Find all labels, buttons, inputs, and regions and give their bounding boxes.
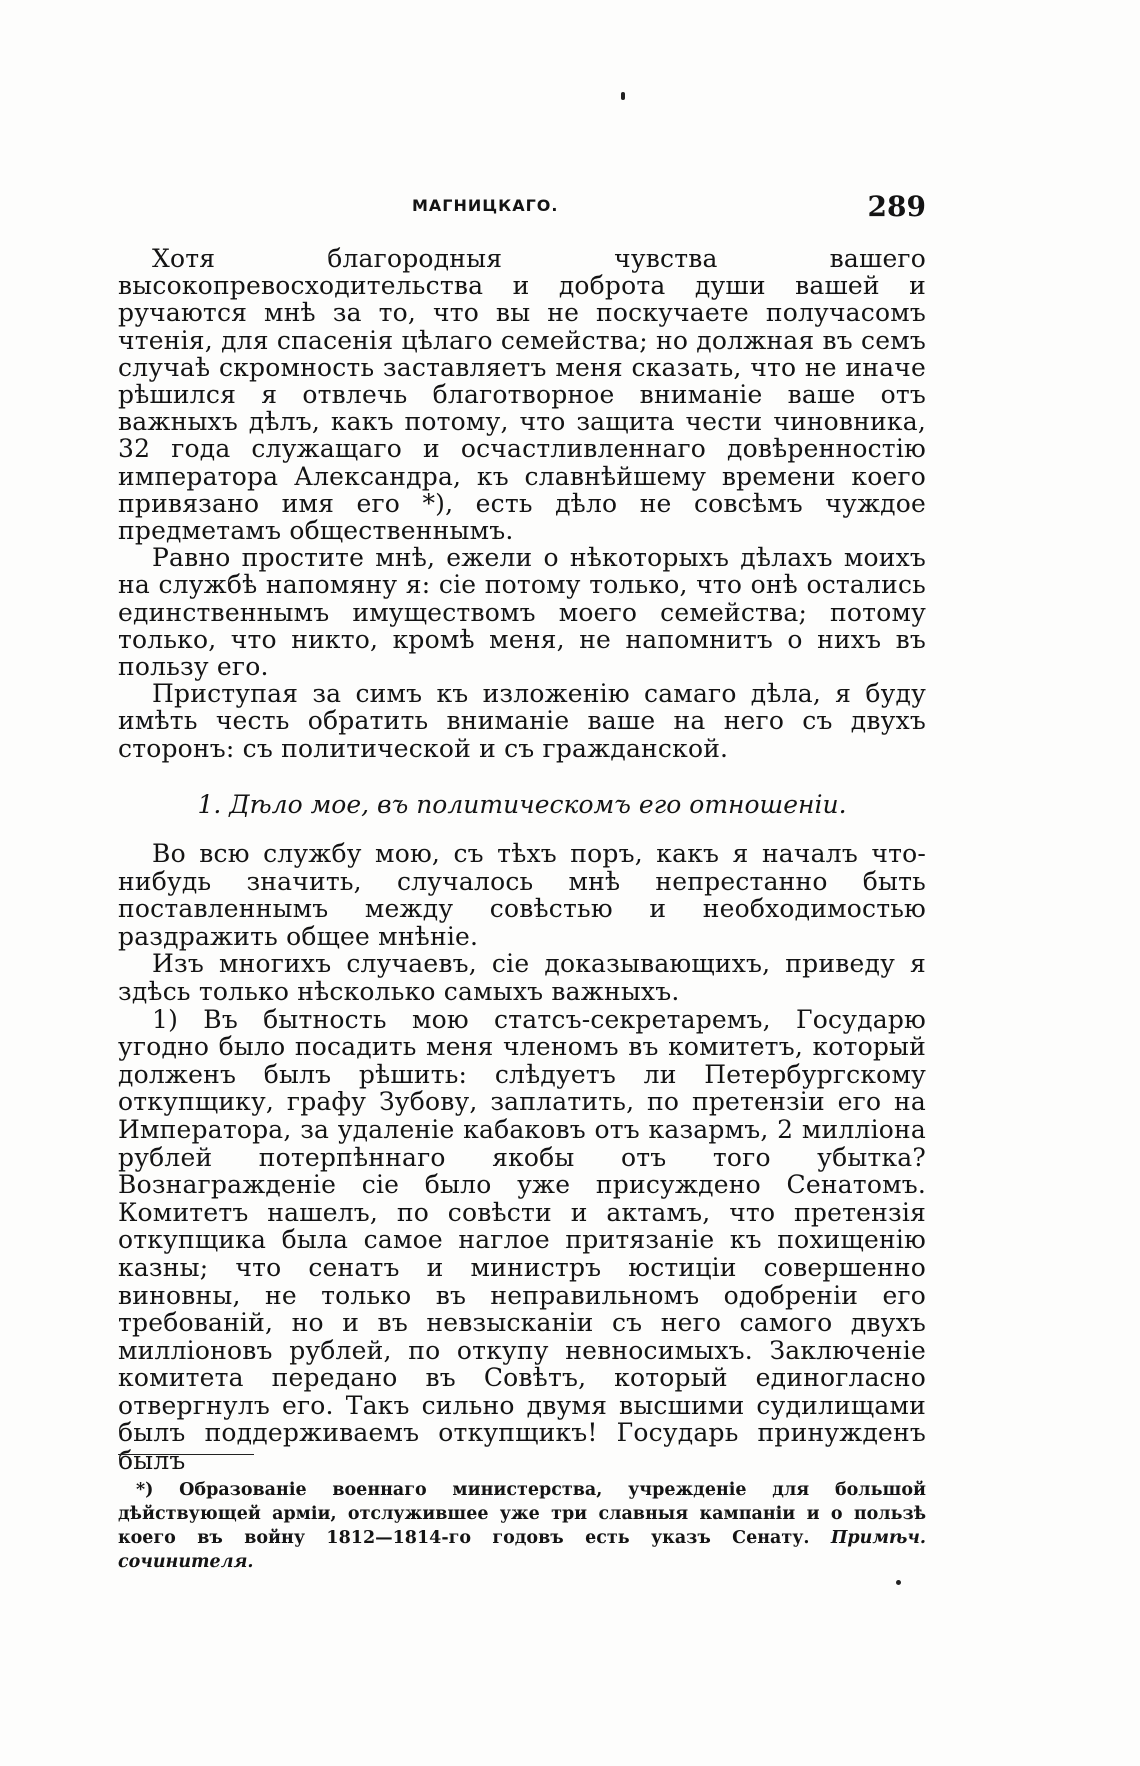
page-number: 289 xyxy=(867,190,926,223)
scan-speck xyxy=(896,1580,901,1585)
running-head: МАГНИЦКАГО. xyxy=(412,196,559,215)
body-text-intro xyxy=(118,245,926,762)
footnote xyxy=(118,1478,926,1574)
scan-speck xyxy=(621,92,625,100)
paragraph: Во всю службу мою, съ тѣхъ поръ, какъ я началъ что-нибудь значить, случалось мнѣ непрестанно быть поставленнымъ между совѣстью и необходимостью раздражить общее мнѣніе. xyxy=(118,839,926,951)
page-header xyxy=(118,190,926,230)
paragraph: Хотя благородныя чувства вашего высокопревосходительства и доброта души вашей и ручаются мнѣ за то, что вы не поскучаете получасомъ чтенія, для спасенія цѣлаго семейства; но должная въ семъ случаѣ скромность заставляетъ меня сказать, что не иначе рѣшился я отвлечь благотворное вниманіе ваше отъ важныхъ дѣлъ, какъ потому, что защита чести чиновника, 32 года служащаго и осчастливленнаго довѣренностію императора Александра, къ славнѣйшему времени коего привязано имя его *), есть дѣло не совсѣмъ чуждое предметамъ общественнымъ. xyxy=(118,244,926,546)
footnote-divider xyxy=(118,1454,254,1455)
paragraph: Равно простите мнѣ, ежели о нѣкоторыхъ дѣлахъ моихъ на службѣ напомяну я: сіе потому только, что онѣ остались единственнымъ имуществомъ моего семейства; потому только, что никто, кромѣ меня, не напомнитъ о нихъ въ пользу его. xyxy=(118,543,926,682)
paragraph: Изъ многихъ случаевъ, сіе доказывающихъ, приведу я здѣсь только нѣсколько самыхъ важныхъ. xyxy=(118,949,926,1006)
body-text-section xyxy=(118,840,926,1475)
footnote-signature: Примѣч. сочинителя. xyxy=(118,1528,926,1572)
paragraph: Приступая за симъ къ изложенію самаго дѣла, я буду имѣть честь обратить вниманіе ваше на него съ двухъ сторонъ: съ политической и съ гражданской. xyxy=(118,679,926,763)
paragraph: 1) Въ бытность мою статсъ-секретаремъ, Государю угодно было посадить меня членомъ въ комитетъ, который долженъ былъ рѣшить: слѣдуетъ ли Петербургскому откупщику, графу Зубову, заплатить, по претензіи его на Императора, за удаленіе кабаковъ отъ казармъ, 2 милліона рублей потерпѣннаго якобы отъ того убытка? Вознагражденіе сіе было уже присуждено Сенатомъ. Комитетъ нашелъ, по совѣсти и актамъ, что претензія откупщика была самое наглое притязаніе къ похищенію казны; что сенатъ и министръ юстиціи совершенно виновны, не только въ неправильномъ одобреніи его требованій, но и въ невзысканіи съ него самого двухъ милліоновъ рублей, по откупу невносимыхъ. Заключеніе комитета передано въ Совѣтъ, который единогласно отвергнулъ его. Такъ сильно двумя высшими судилищами былъ поддерживаемъ откупщикъ! Государь принужденъ былъ xyxy=(118,1004,926,1476)
footnote-text: *) Образованіе военнаго министерства, учрежденіе для большой дѣйствующей арміи, отслужившее уже три славныя кампаніи и о пользѣ коего въ войну 1812—1814-го годовъ есть указъ Сенату. xyxy=(118,1480,926,1548)
section-title: 1. Дѣло мое, въ политическомъ его отношеніи. xyxy=(197,790,847,819)
